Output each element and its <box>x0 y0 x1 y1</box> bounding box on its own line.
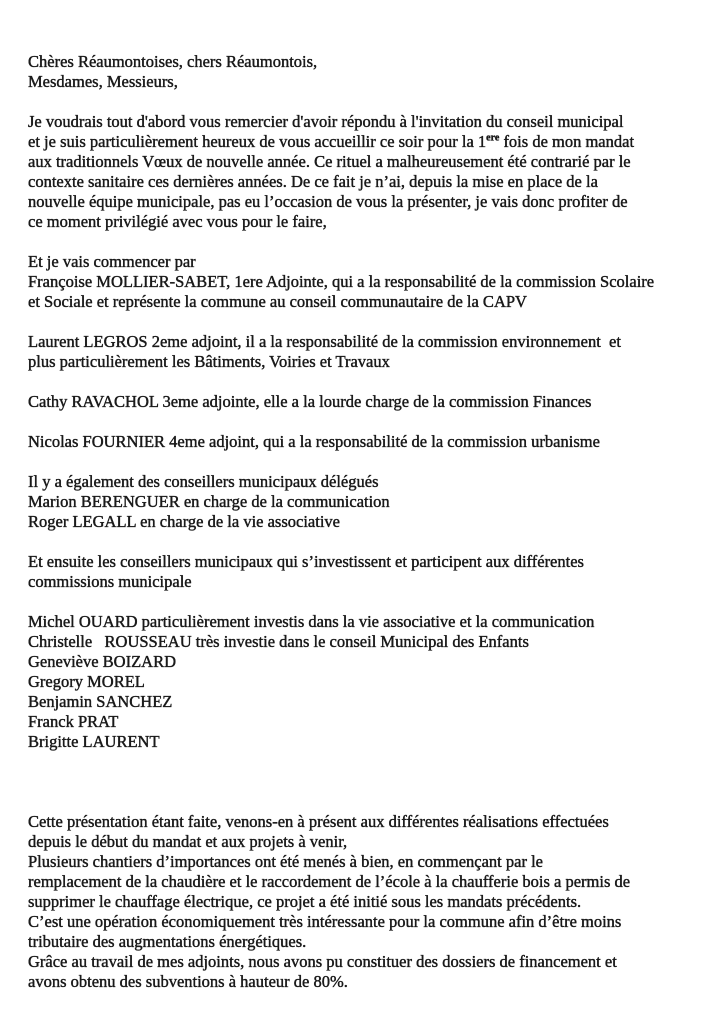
text-line: Geneviève BOIZARD <box>28 652 177 671</box>
paragraph-realisations <box>28 812 698 992</box>
paragraph-introduction <box>28 112 698 232</box>
text-line: contexte sanitaire ces dernières années. De ce fait je n’ai, depuis la mise en place de la <box>28 172 598 191</box>
text-line: Franck PRAT <box>28 712 119 731</box>
text-line: nouvelle équipe municipale, pas eu l’occasion de vous la présenter, je vais donc profiter de <box>28 192 628 211</box>
text-line: Françoise MOLLIER-SABET, 1ere Adjointe, qui a la responsabilité de la commission Scolaire <box>28 272 655 291</box>
text-line: aux traditionnels Vœux de nouvelle année. Ce rituel a malheureusement été contrarié par le <box>28 152 631 171</box>
text-line: Je voudrais tout d'abord vous remercier d'avoir répondu à l'invitation du conseil municipal <box>28 112 624 131</box>
text-line: Nicolas FOURNIER 4eme adjoint, qui a la responsabilité de la commission urbanisme <box>28 432 600 451</box>
blank-line <box>28 752 698 772</box>
text-line: Chères Réaumontoises, chers Réaumontois, <box>28 52 318 71</box>
text-line: supprimer le chauffage électrique, ce projet a été initié sous les mandats précédents. <box>28 892 582 911</box>
text-line: et je suis particulièrement heureux de vous accueillir ce soir pour la 1ere fois de mon mandat <box>28 132 635 151</box>
text-line: Cathy RAVACHOL 3eme adjointe, elle a la lourde charge de la commission Finances <box>28 392 592 411</box>
paragraph-conseillers-municipaux <box>28 552 698 592</box>
text-line: Et ensuite les conseillers municipaux qui s’investissent et participent aux différentes <box>28 552 584 571</box>
paragraph-premiere-adjointe <box>28 252 698 312</box>
paragraph-liste-conseillers <box>28 612 698 752</box>
paragraph-deuxieme-adjoint <box>28 332 698 372</box>
blank-line <box>28 772 698 792</box>
text-line: Et je vais commencer par <box>28 252 196 271</box>
text-line: avons obtenu des subventions à hauteur de 80%. <box>28 972 348 991</box>
blank-line <box>28 792 698 812</box>
text-line: Marion BERENGUER en charge de la communication <box>28 492 390 511</box>
text-line: Gregory MOREL <box>28 672 145 691</box>
paragraph-troisieme-adjointe <box>28 392 698 412</box>
text-line: Brigitte LAURENT <box>28 732 160 751</box>
salutation <box>28 52 698 92</box>
blank-line <box>28 452 698 472</box>
text-line: Christelle ROUSSEAU très investie dans le conseil Municipal des Enfants <box>28 632 529 651</box>
text-line: tributaire des augmentations énergétiques. <box>28 932 307 951</box>
document-body <box>28 52 698 992</box>
text-line: Laurent LEGROS 2eme adjoint, il a la responsabilité de la commission environnement et <box>28 332 621 351</box>
text-line: C’est une opération économiquement très intéressante pour la commune afin d’être moins <box>28 912 622 931</box>
text-line: Roger LEGALL en charge de la vie associative <box>28 512 341 531</box>
blank-line <box>28 532 698 552</box>
text-line: remplacement de la chaudière et le raccordement de l’école à la chaufferie bois a permis de <box>28 872 631 891</box>
text-line: Il y a également des conseillers municipaux délégués <box>28 472 379 491</box>
text-line: Grâce au travail de mes adjoints, nous avons pu constituer des dossiers de financement et <box>28 952 617 971</box>
blank-line <box>28 312 698 332</box>
text-line: Benjamin SANCHEZ <box>28 692 173 711</box>
text-line: Michel OUARD particulièrement investis dans la vie associative et la communication <box>28 612 595 631</box>
superscript-text: ere <box>486 132 500 144</box>
text-line: Plusieurs chantiers d’importances ont été menés à bien, en commençant par le <box>28 852 543 871</box>
text-line: commissions municipale <box>28 572 192 591</box>
text-line: depuis le début du mandat et aux projets à venir, <box>28 832 348 851</box>
blank-line <box>28 412 698 432</box>
blank-line <box>28 372 698 392</box>
text-line: et Sociale et représente la commune au conseil communautaire de la CAPV <box>28 292 527 311</box>
paragraph-conseillers-delegues <box>28 472 698 532</box>
blank-line <box>28 232 698 252</box>
blank-line <box>28 592 698 612</box>
text-line: plus particulièrement les Bâtiments, Voiries et Travaux <box>28 352 390 371</box>
text-line: Mesdames, Messieurs, <box>28 72 178 91</box>
blank-line <box>28 92 698 112</box>
text-line: ce moment privilégié avec vous pour le faire, <box>28 212 327 231</box>
text-line: Cette présentation étant faite, venons-en à présent aux différentes réalisations effectuées <box>28 812 609 831</box>
paragraph-quatrieme-adjoint <box>28 432 698 452</box>
